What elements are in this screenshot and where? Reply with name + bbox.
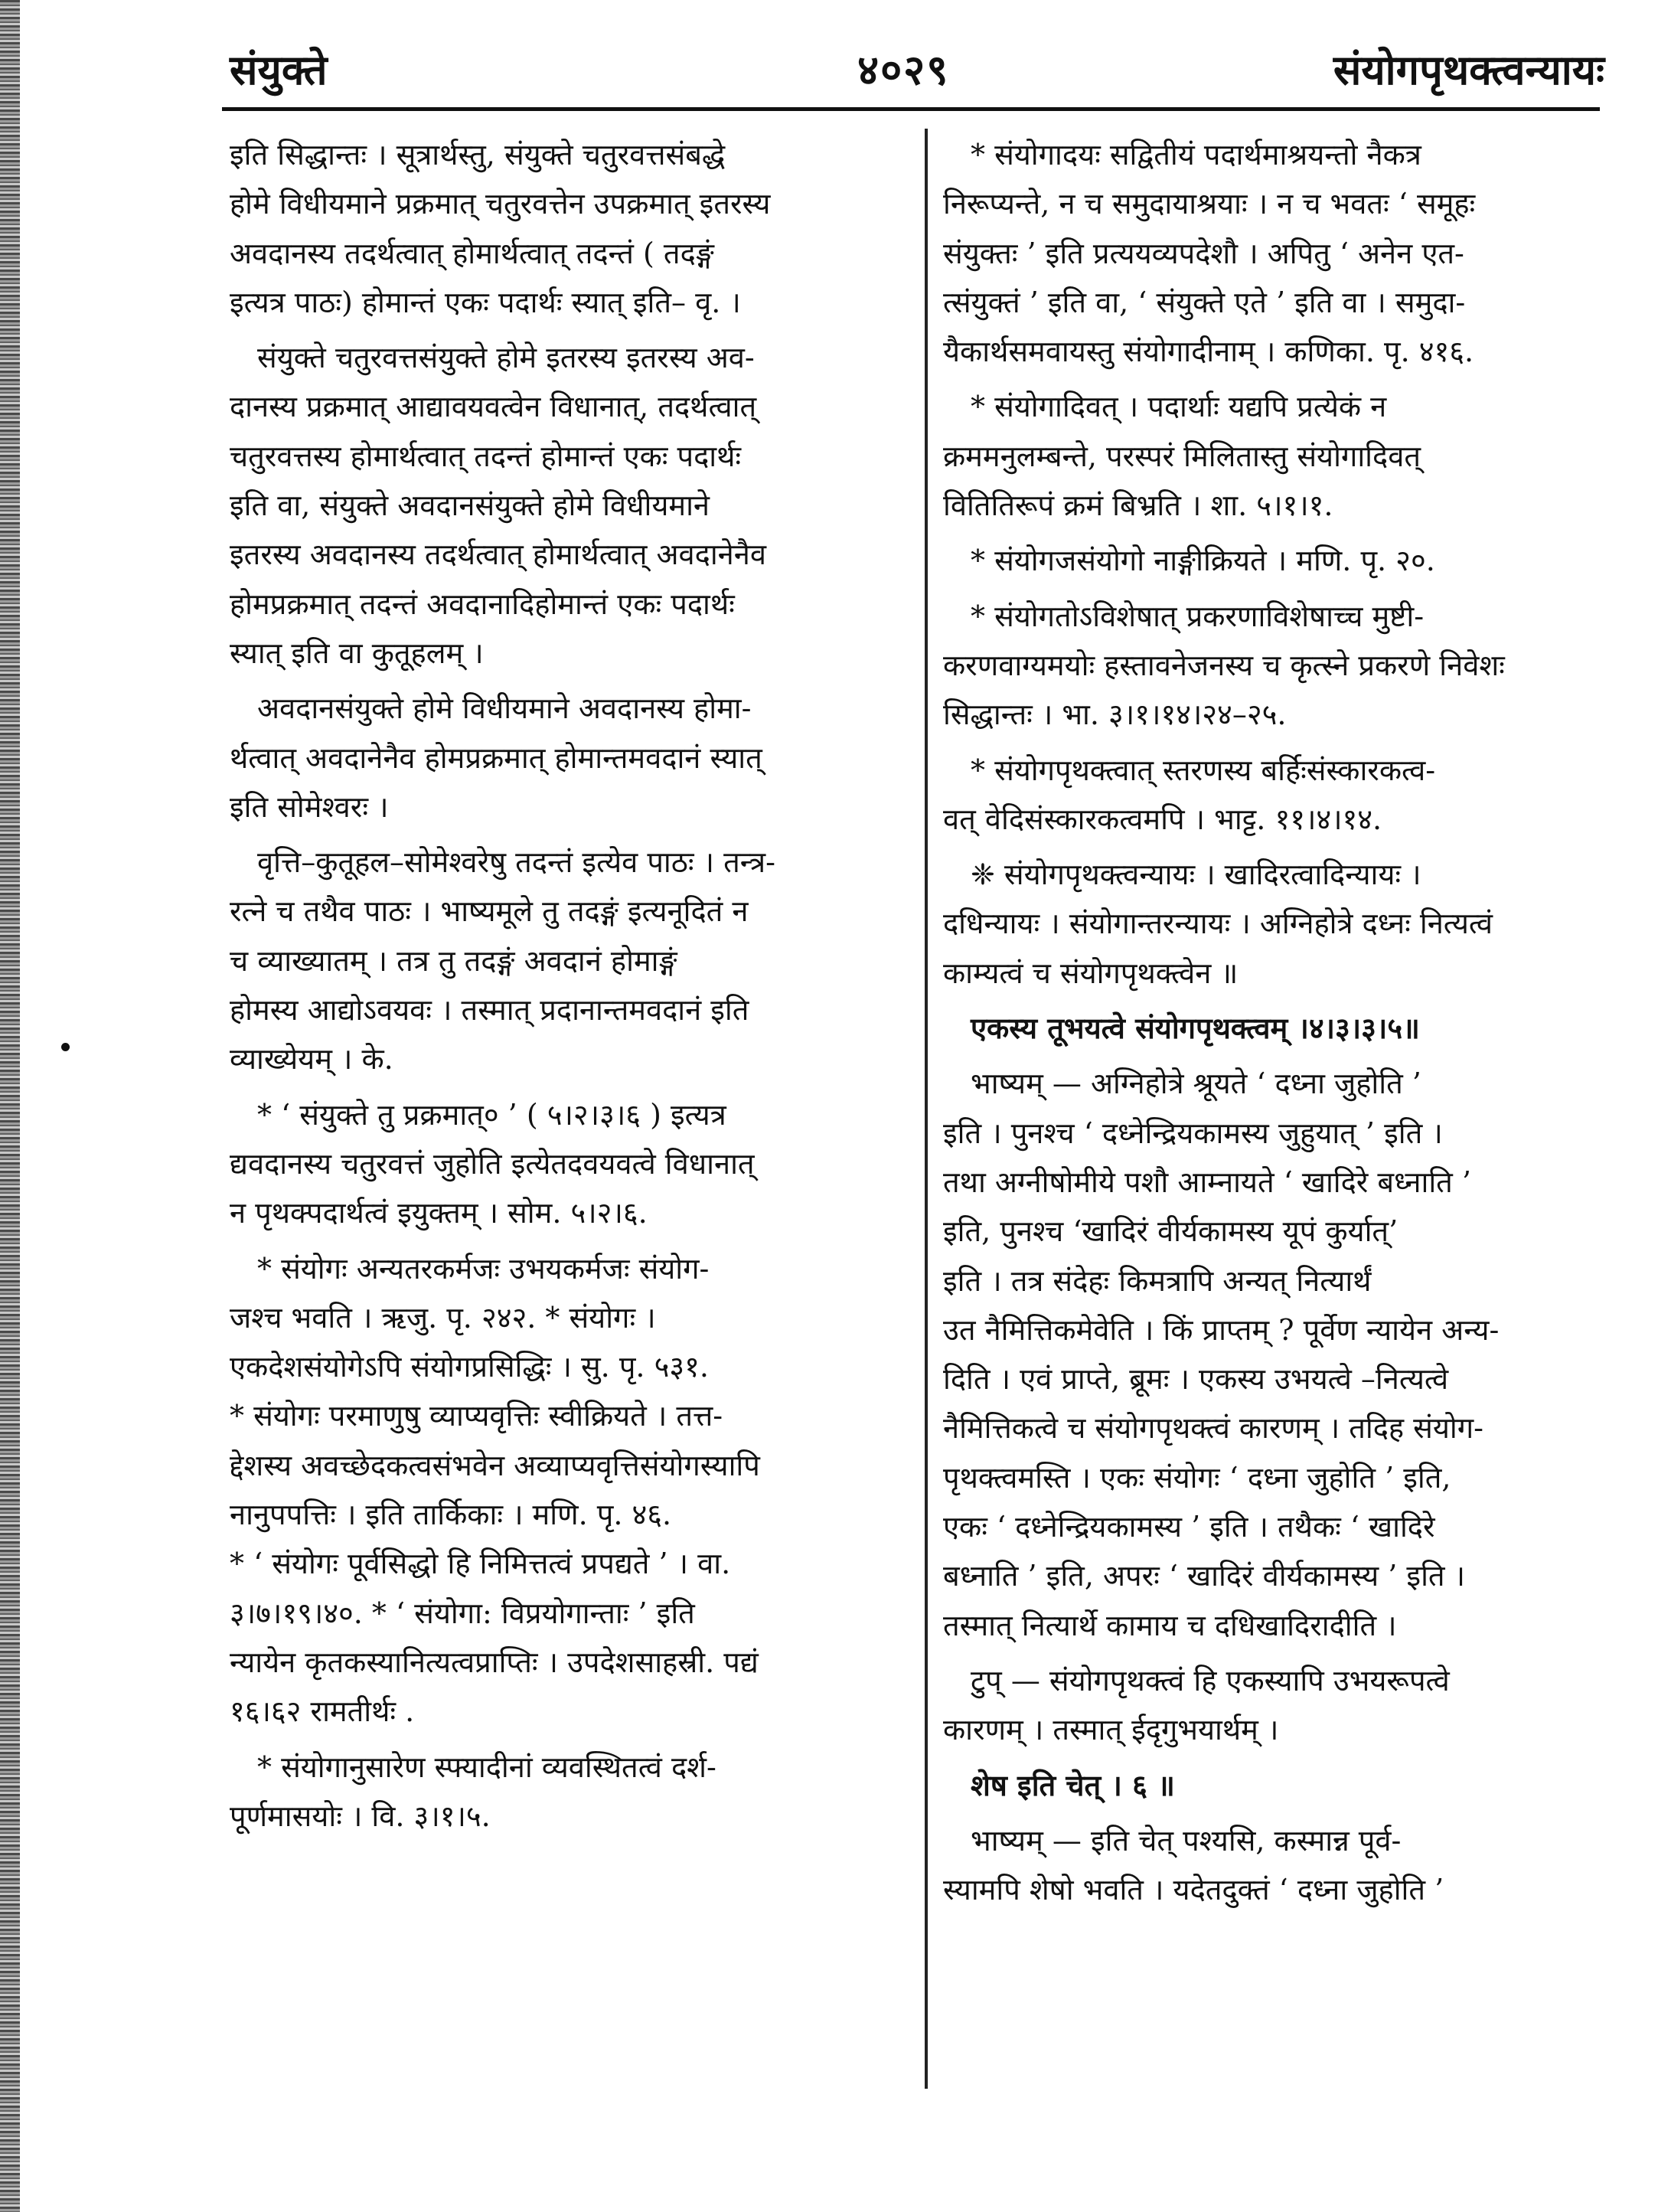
running-head-right: संयोगपृथक्त्वन्यायः: [1333, 45, 1604, 94]
paragraph: * संयोगादिवत् । पदार्थाः यद्यपि प्रत्येकं न क्रममनुलम्बन्ते, परस्परं मिलितास्तु संयोगादिवत् वितितिरूपं क्रमं बिभ्रति । शा. ५।१।१.: [943, 390, 1421, 523]
sutra-line: शेष इति चेत् । ६ ॥: [971, 1767, 1175, 1802]
running-head-left: संयुक्ते: [230, 45, 328, 94]
paragraph: अवदानसंयुक्ते होमे विधीयमाने अवदानस्य होमा- र्थत्वात् अवदानेनैव होमप्रक्रमात् होमान्तमवदानं स्यात् इति सोमेश्वरः ।: [230, 691, 762, 824]
paragraph: * संयोगानुसारेण स्फ्यादीनां व्यवस्थितत्वं दर्श- पूर्णमासयोः । वि. ३।१।५.: [230, 1750, 716, 1833]
left-column: [230, 130, 903, 1847]
paragraph: * ‘ संयुक्ते तु प्रक्रमात्० ’ ( ५।२।३।६ ) इत्यत्र द्यवदानस्य चतुरवत्तं जुहोति इत्येतदवयवत्वे विधानात् न पृथक्पदार्थत्वं इयुक्तम् । सोम. ५।२।६.: [230, 1097, 755, 1230]
right-column: [943, 130, 1595, 1920]
paragraph: * संयोगजसंयोगो नाङ्गीक्रियते । मणि. पृ. २०.: [971, 544, 1435, 578]
sutra-line: एकस्य तूभयत्वे संयोगपृथक्त्वम् ।४।३।३।५॥: [971, 1011, 1420, 1046]
paragraph: * संयोगतोऽविशेषात् प्रकरणाविशेषाच्च मुष्टी- करणवाग्यमयोः हस्तावनेजनस्य च कृत्स्ने प्रकरणे निवेशः सिद्धान्तः । भा. ३।१।१४।२४–२५.: [943, 599, 1505, 732]
page-number: ४०२९: [857, 45, 950, 94]
paragraph: * संयोगः अन्यतरकर्मजः उभयकर्मजः संयोग- जश्च भवति । ऋजु. पृ. २४२. * संयोगः । एकदेशसंयोगेऽपि संयोगप्रसिद्धिः । सु. पृ. ५३१. * संयोगः परमाणुषु व्याप्यवृत्तिः स्वीक्रियते । तत्त- द्देशस्य अवच्छेदकत्वसंभवेन अव्याप्यवृत्तिसंयोगस्यापि नानुपपत्तिः । इति तार्किकाः । मणि. पृ. ४६. * ‘ संयोगः पूर्वसिद्धो हि निमित्तत्वं प्रपद्यते ’ । वा. ३।७।१९।४०. * ‘ संयोगा: विप्रयोगान्ताः ’ इति न्यायेन कृतकस्यानित्यत्वप्राप्तिः । उपदेशसाहस्री. पद्यं १६।६२ रामतीर्थः .: [230, 1251, 760, 1729]
column-divider: [925, 129, 928, 2089]
book-binding-edge: [0, 0, 20, 2212]
paragraph: संयुक्ते चतुरवत्तसंयुक्ते होमे इतरस्य इतरस्य अव- दानस्य प्रक्रमात् आद्यावयवत्वेन विधानात्, तदर्थत्वात् चतुरवत्तस्य होमार्थत्वात् तदन्तं होमान्तं एकः पदार्थः इति वा, संयुक्ते अवदानसंयुक्ते होमे विधीयमाने इतरस्य अवदानस्य तदर्थत्वात् होमार्थत्वात् अवदानेनैव होमप्रक्रमात् तदन्तं अवदानादिहोमान्तं एकः पदार्थः स्यात् इति वा कुतूहलम् ।: [230, 341, 766, 670]
paragraph: वृत्ति–कुतूहल–सोमेश्वरेषु तदन्तं इत्येव पाठः । तन्त्र- रत्ने च तथैव पाठः । भाष्यमूले तु तदङ्गं इत्यनूदितं न च व्याख्यातम् । तत्र तु तदङ्गं अवदानं होमाङ्गं होमस्य आद्योऽवयवः । तस्मात् प्रदानान्तमवदानं इति व्याख्येयम् । के.: [230, 845, 775, 1077]
paragraph: टुप् — संयोगपृथक्त्वं हि एकस्यापि उभयरूपत्वे कारणम् । तस्मात् ईदृगुभयार्थम् ।: [943, 1663, 1450, 1747]
paragraph: ❈ संयोगपृथक्त्वन्यायः । खादिरत्वादिन्यायः । दधिन्यायः । संयोगान्तरन्यायः । अग्निहोत्रे दध्नः नित्यत्वं काम्यत्वं च संयोगपृथक्त्वेन ॥: [943, 858, 1493, 990]
paragraph: भाष्यम् — इति चेत् पश्यसि, कस्मान्न पूर्व- स्यामपि शेषो भवति । यदेतदुक्तं ‘ दध्ना जुहोति ’: [943, 1823, 1444, 1907]
paragraph: * संयोगपृथक्त्वात् स्तरणस्य बर्हिःसंस्कारकत्व- वत् वेदिसंस्कारकत्वमपि । भाट्ट. ११।४।१४.: [943, 753, 1436, 836]
paragraph: इति सिद्धान्तः । सूत्रार्थस्तु, संयुक्ते चतुरवत्तसंबद्धे होमे विधीयमाने प्रक्रमात् चतुरवत्तेन उपक्रमात् इतरस्य अवदानस्य तदर्थत्वात् होमार्थत्वात् तदन्तं ( तदङ्गं इत्यत्र पाठः) होमान्तं एकः पदार्थः स्यात् इति– वृ. ।: [230, 138, 771, 319]
margin-speck: [61, 1043, 70, 1051]
paragraph: * संयोगादयः सद्वितीयं पदार्थमाश्रयन्तो नैकत्र निरूप्यन्ते, न च समुदायाश्रयाः । न च भवतः ‘ समूहः संयुक्तः ’ इति प्रत्ययव्यपदेशौ । अपितु ‘ अनेन एत- त्संयुक्तं ’ इति वा, ‘ संयुक्ते एते ’ इति वा । समुदा- यैकार्थसमवायस्तु संयोगादीनाम् । कणिका. पृ. ४१६.: [943, 138, 1476, 369]
paragraph: भाष्यम् — अग्निहोत्रे श्रूयते ‘ दध्ना जुहोति ’ इति । पुनश्च ‘ दध्नेन्द्रियकामस्य जुहुयात् ’ इति । तथा अग्नीषोमीये पशौ आम्नायते ‘ खादिरे बध्नाति ’ इति, पुनश्च ‘खादिरं वीर्यकामस्य यूपं कुर्यात्’ इति । तत्र संदेहः किमत्रापि अन्यत् नित्यार्थं उत नैमित्तिकमेवेति । किं प्राप्तम् ? पूर्वेण न्यायेन अन्य- दिति । एवं प्राप्ते, ब्रूमः । एकस्य उभयत्वे –नित्यत्वे नैमित्तिकत्वे च संयोगपृथक्त्वं कारणम् । तदिह संयोग- पृथक्त्वमस्ति । एकः संयोगः ‘ दध्ना जुहोति ’ इति, एकः ‘ दध्नेन्द्रियकामस्य ’ इति । तथैकः ‘ खादिरे बध्नाति ’ इति, अपरः ‘ खादिरं वीर्यकामस्य ’ इति । तस्मात् नित्यार्थे कामाय च दधिखादिरादीति ।: [943, 1067, 1500, 1642]
header-rule: [222, 107, 1600, 111]
